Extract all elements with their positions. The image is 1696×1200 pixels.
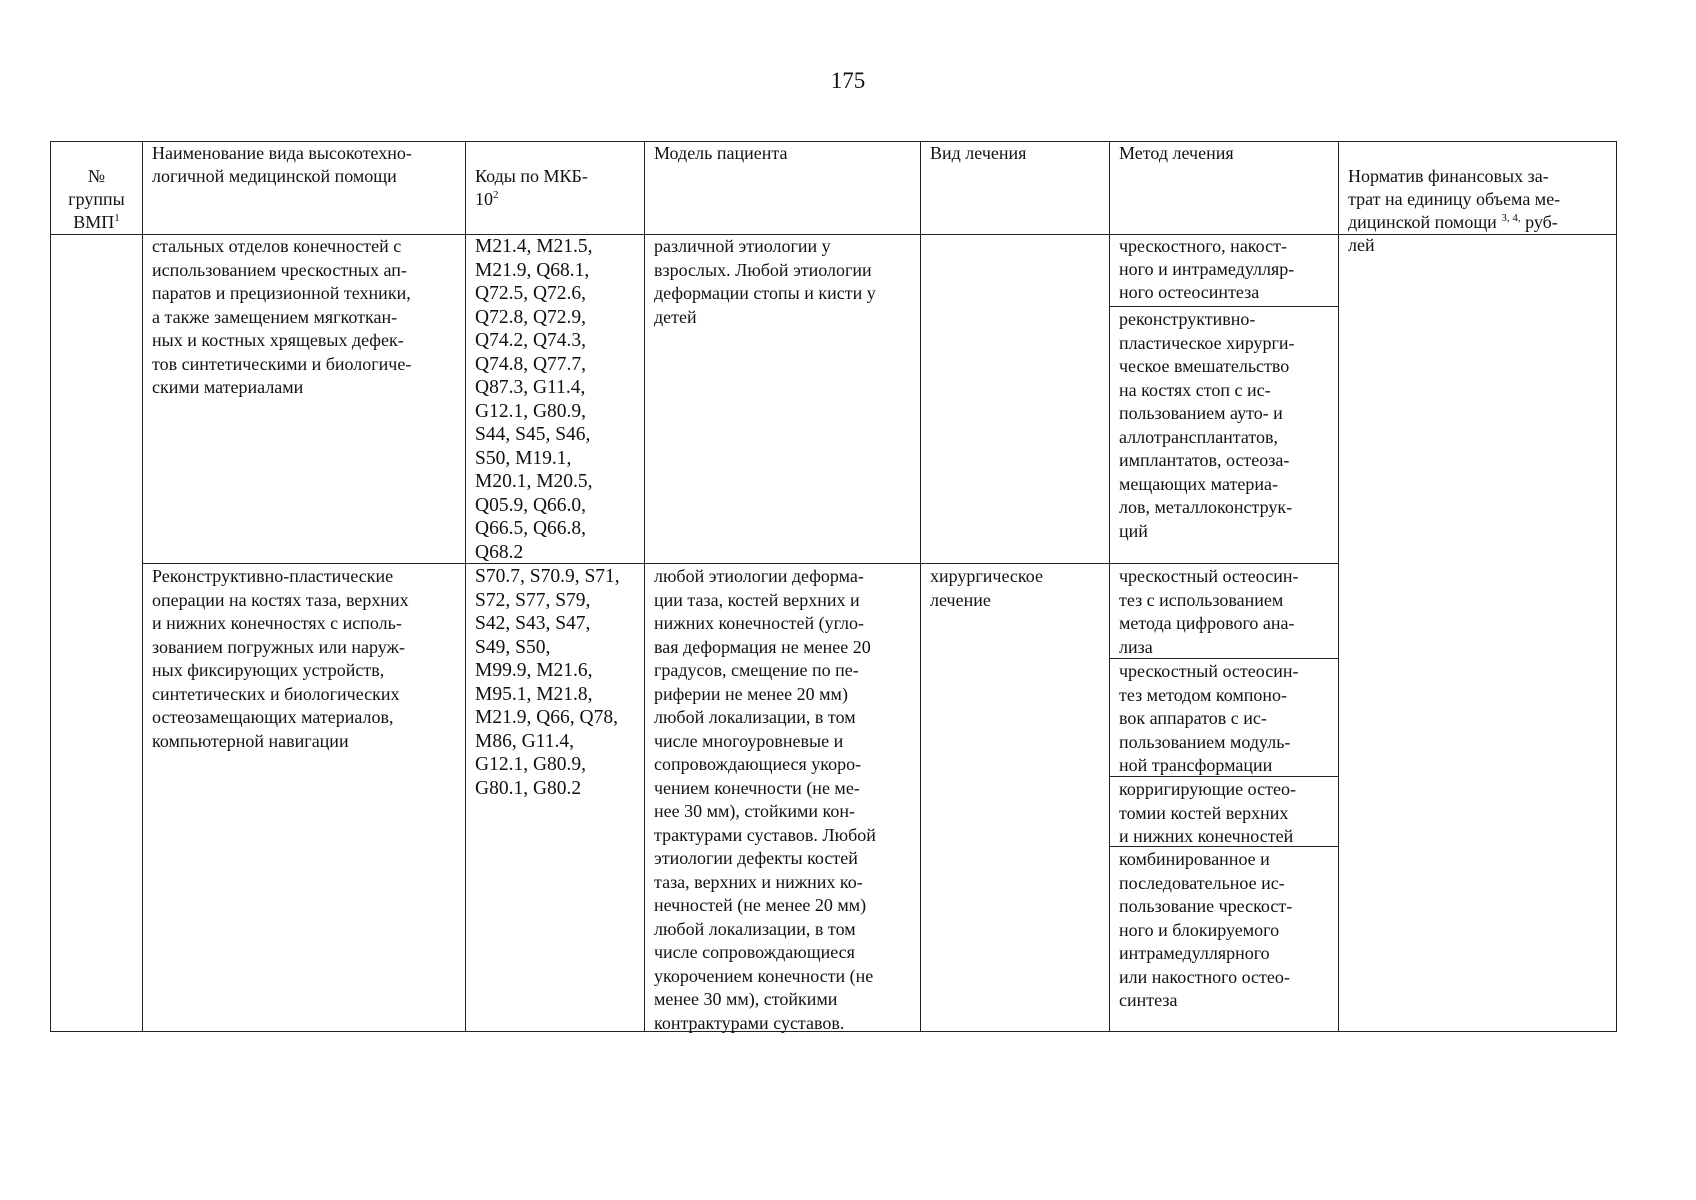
row1-care-name: стальных отделов конечностей с использованием чрескостных ап- паратов и прецизионной техники, а также замещением мягкоткан- ных и костных хрящевых дефек- тов синтетическими и биологиче- скими материалами (152, 236, 412, 397)
header-care-name: Наименование вида высокотехно- логичной медицинской помощи (152, 143, 412, 186)
header-cost-standard-unit: руб- лей (1348, 212, 1558, 255)
row2-method-1: чрескостный остеосин- тез с использованием метода цифрового ана- лиза (1119, 566, 1299, 657)
page-number: 175 (830, 68, 866, 93)
row1-icd-codes: M21.4, M21.5, M21.9, Q68.1, Q72.5, Q72.6, Q72.8, Q72.9, Q74.2, Q74.3, Q74.8, Q77.7, Q87.3, G11.4, G12.1, G80.9, S44, S45, S46, S50, M19.1, M20.1, M20.5, Q05.9, Q66.0, Q66.5, Q66.8, Q68.2 (475, 236, 593, 563)
footnote-marker: 2 (493, 189, 499, 201)
header-cost-standard (1338, 142, 1616, 257)
footnote-marker: 1 (114, 212, 120, 224)
row1-method-2: реконструктивно- пластическое хирурги- ческое вмешательство на костях стоп с ис- пользованием ауто- и аллотрансплантатов, имплантатов, остеоза- мещающих материа- лов, металлоконструк- ций (1119, 309, 1295, 541)
row2-icd-codes: S70.7, S70.9, S71, S72, S77, S79, S42, S43, S47, S49, S50, M99.9, M21.6, M95.1, M21.8, M21.9, Q66, Q78, M86, G11.4, G12.1, G80.9, G80.1, G80.2 (475, 566, 620, 799)
method-divider (1109, 306, 1338, 307)
footnote-marker: 3, 4, (1501, 212, 1521, 224)
row-divider (142, 563, 1338, 564)
row2-patient-model: любой этиологии деформа- ции таза, костей верхних и нижних конечностей (угло- вая деформация не менее 20 градусов, смещение по пе- риферии не менее 20 мм) любой локализации, в том числе многоуровневые и сопровождающиеся укоро- чением конечности (не ме- нее 30 мм), стойкими кон- трактурами суставов. Любой этиологии дефекты костей таза, верхних и нижних ко- нечностей (не менее 20 мм) любой локализации, в том числе сопровождающиеся укорочением конечности (не менее 30 мм), стойкими контрактурами суставов. (654, 566, 876, 1033)
header-icd-codes (465, 142, 644, 211)
row1-patient-model: различной этиологии у взрослых. Любой этиологии деформации стопы и кисти у детей (654, 236, 876, 327)
row2-method-2: чрескостный остеосин- тез методом компоно- вок аппаратов с ис- пользованием модуль- ной трансформации (1119, 661, 1299, 775)
row2-care-name: Реконструктивно-пластические операции на костях таза, верхних и нижних конечностях с исполь- зованием погружных или наруж- ных фиксирующих устройств, синтетических и биологических остеозамещающих материалов, компьютерной навигации (152, 566, 409, 751)
header-treatment-type: Вид лечения (930, 143, 1027, 163)
row2-method-3: корригирующие остео- томии костей верхних и нижних конечностей (1119, 779, 1296, 846)
header-cost-standard-text: Норматив финансовых за- трат на единицу объема ме- дицинской помощи (1348, 166, 1561, 232)
header-group-number (51, 142, 142, 234)
header-patient-model: Модель пациента (654, 143, 788, 163)
header-icd-codes-text: Коды по МКБ- 10 (475, 166, 588, 209)
medical-care-table (50, 141, 1617, 1032)
header-group-number-text: № группы ВМП (68, 166, 125, 232)
column-divider (1338, 142, 1339, 1031)
row2-method-4: комбинированное и последовательное ис- пользование чрескост- ного и блокируемого интрамедуллярного или накостного остео- синтеза (1119, 849, 1293, 1010)
row2-treatment-type: хирургическое лечение (930, 566, 1043, 610)
header-treatment-method: Метод лечения (1119, 143, 1234, 163)
row1-method-1: чрескостного, накост- ного и интрамедулляр- ного остеосинтеза (1119, 236, 1295, 302)
